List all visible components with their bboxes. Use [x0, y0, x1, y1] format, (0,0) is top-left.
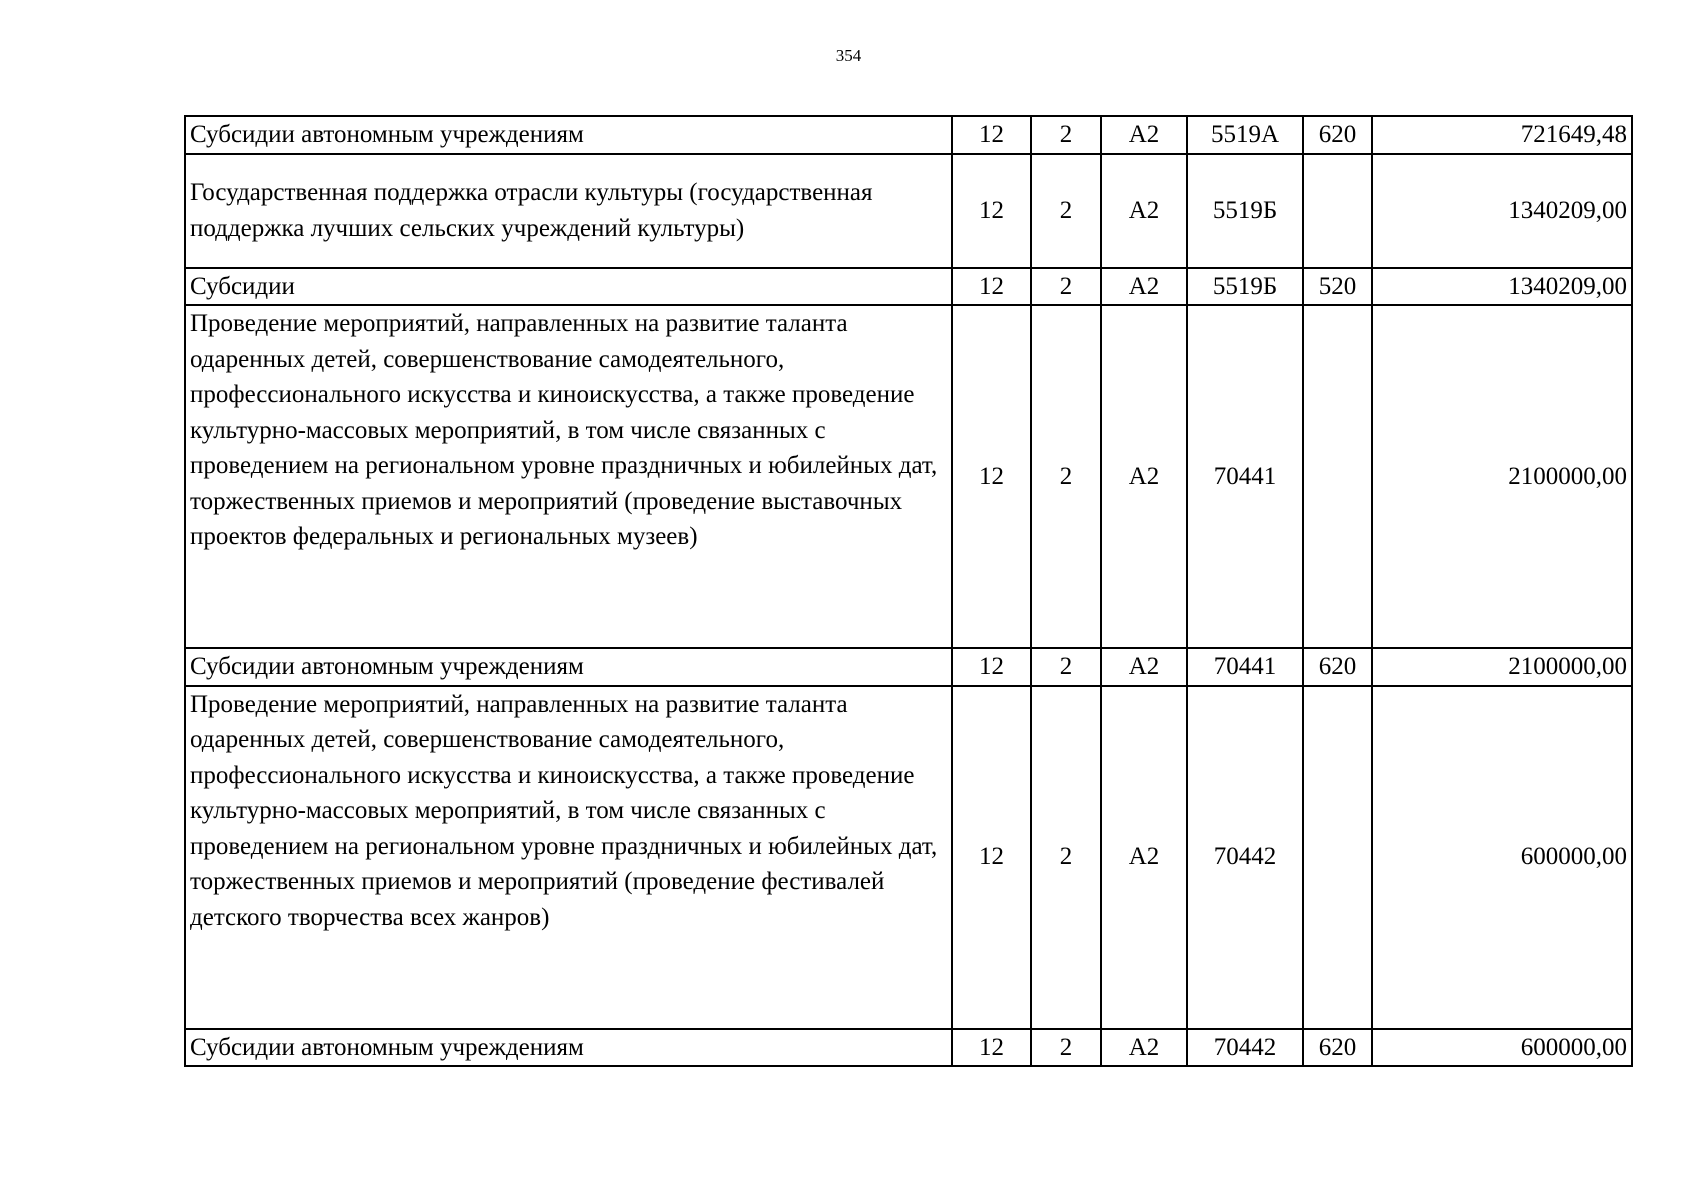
table-row	[185, 268, 1632, 306]
code-program: А2	[1101, 1029, 1187, 1067]
code-subsection: 2	[1031, 154, 1101, 268]
code-direction: 5519Б	[1187, 268, 1303, 306]
code-section: 12	[952, 305, 1031, 648]
code-section: 12	[952, 116, 1031, 154]
page-number: 354	[835, 46, 862, 65]
row-description: Субсидии автономным учреждениям	[185, 116, 952, 154]
code-direction: 70442	[1187, 1029, 1303, 1067]
row-description: Субсидии	[185, 268, 952, 306]
code-subsection: 2	[1031, 1029, 1101, 1067]
code-section: 12	[952, 154, 1031, 268]
row-amount: 2100000,00	[1372, 305, 1632, 648]
code-subsection: 2	[1031, 686, 1101, 1029]
row-description: Субсидии автономным учреждениям	[185, 648, 952, 686]
code-section: 12	[952, 686, 1031, 1029]
row-description: Проведение мероприятий, направленных на развитие таланта одаренных детей, совершенствование самодеятельного, профессионального искусства и киноискусства, а также проведение культурно-массовых мероприятий, в том числе связанных с проведением на региональном уровне праздничных и юбилейных дат, торжественных приемов и мероприятий (проведение фестивалей детского творчества всех жанров)	[185, 686, 952, 1029]
budget-table	[184, 115, 1633, 1067]
code-program: А2	[1101, 648, 1187, 686]
code-direction: 70441	[1187, 648, 1303, 686]
code-expense-type: 620	[1303, 116, 1372, 154]
code-program: А2	[1101, 686, 1187, 1029]
code-expense-type	[1303, 305, 1372, 648]
row-amount: 721649,48	[1372, 116, 1632, 154]
table-row	[185, 305, 1632, 648]
row-amount: 2100000,00	[1372, 648, 1632, 686]
code-subsection: 2	[1031, 648, 1101, 686]
table-row	[185, 686, 1632, 1029]
row-amount: 1340209,00	[1372, 154, 1632, 268]
row-description: Субсидии автономным учреждениям	[185, 1029, 952, 1067]
row-description: Проведение мероприятий, направленных на развитие таланта одаренных детей, совершенствование самодеятельного, профессионального искусства и киноискусства, а также проведение культурно-массовых мероприятий, в том числе связанных с проведением на региональном уровне праздничных и юбилейных дат, торжественных приемов и мероприятий (проведение выставочных проектов федеральных и региональных музеев)	[185, 305, 952, 648]
row-amount: 600000,00	[1372, 1029, 1632, 1067]
code-program: А2	[1101, 268, 1187, 306]
code-expense-type: 620	[1303, 1029, 1372, 1067]
code-subsection: 2	[1031, 116, 1101, 154]
code-program: А2	[1101, 154, 1187, 268]
code-subsection: 2	[1031, 305, 1101, 648]
code-direction: 5519Б	[1187, 154, 1303, 268]
code-section: 12	[952, 1029, 1031, 1067]
row-description: Государственная поддержка отрасли культуры (государственная поддержка лучших сельских учреждений культуры)	[185, 154, 952, 268]
code-expense-type	[1303, 154, 1372, 268]
row-amount: 1340209,00	[1372, 268, 1632, 306]
code-section: 12	[952, 268, 1031, 306]
table-row	[185, 154, 1632, 268]
table-row	[185, 116, 1632, 154]
code-program: А2	[1101, 116, 1187, 154]
table-row	[185, 648, 1632, 686]
code-program: А2	[1101, 305, 1187, 648]
code-subsection: 2	[1031, 268, 1101, 306]
code-section: 12	[952, 648, 1031, 686]
table-row	[185, 1029, 1632, 1067]
code-expense-type	[1303, 686, 1372, 1029]
code-direction: 70441	[1187, 305, 1303, 648]
code-expense-type: 520	[1303, 268, 1372, 306]
code-direction: 5519А	[1187, 116, 1303, 154]
row-amount: 600000,00	[1372, 686, 1632, 1029]
code-expense-type: 620	[1303, 648, 1372, 686]
code-direction: 70442	[1187, 686, 1303, 1029]
